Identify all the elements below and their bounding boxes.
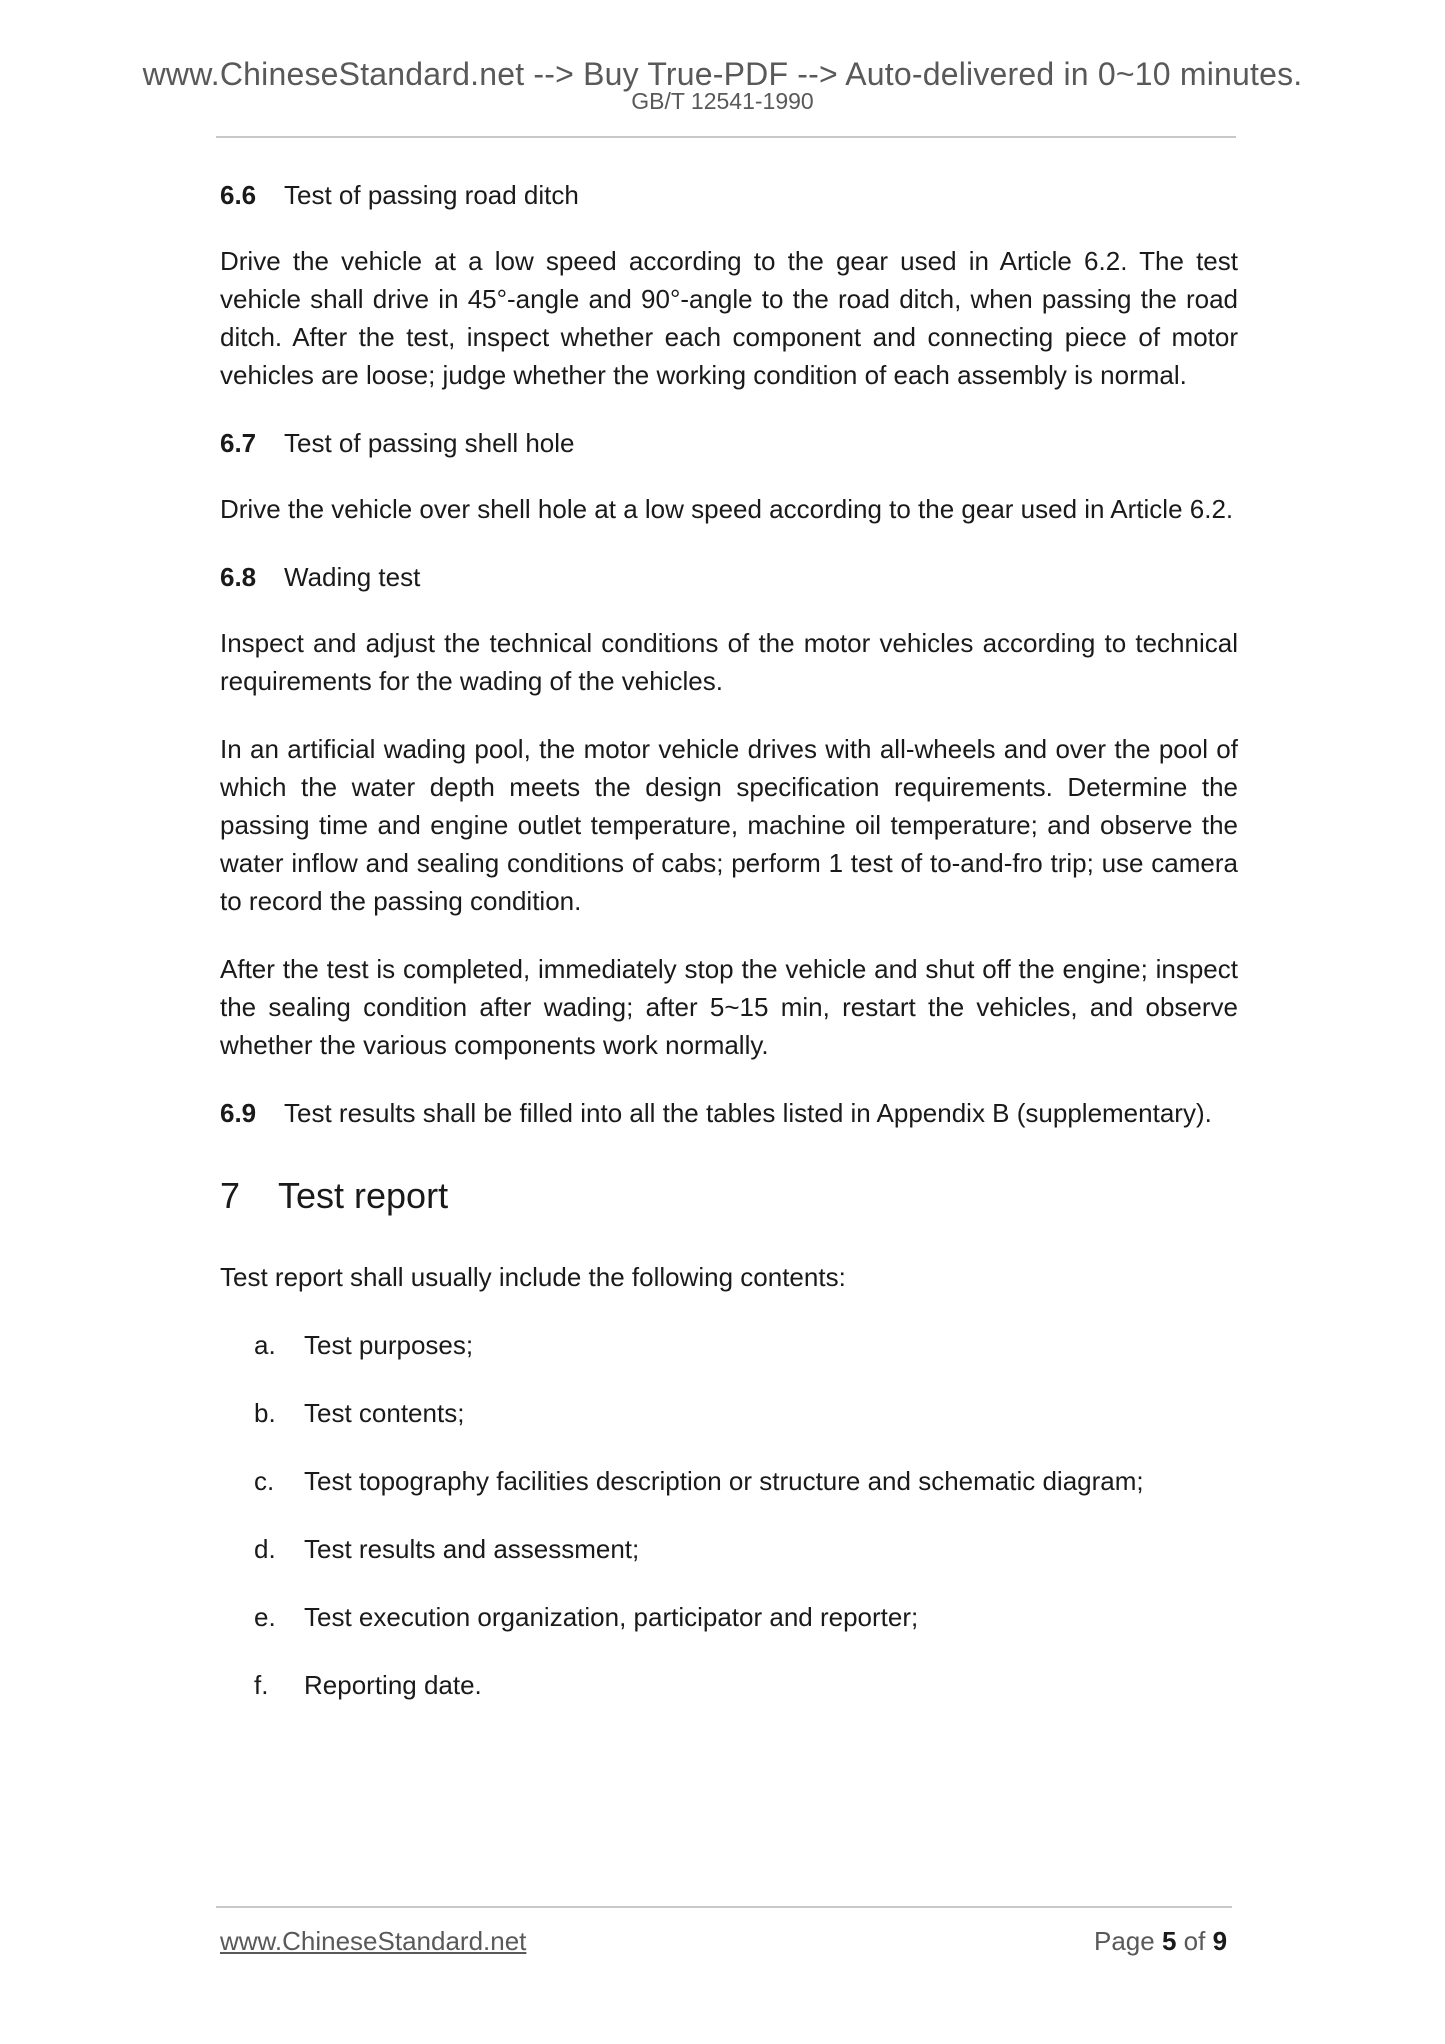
list-item (220, 1530, 1238, 1568)
header-divider (216, 136, 1236, 138)
footer-divider (216, 1906, 1232, 1908)
page-prefix: Page (1094, 1926, 1162, 1956)
section-6-8-paragraph-1: Inspect and adjust the technical conditions of the motor vehicles according to technical requirements for the wading of the vehicles. (220, 628, 1238, 696)
section-title: Test of passing shell hole (284, 428, 575, 458)
section-6-6-paragraph: Drive the vehicle at a low speed according to the gear used in Article 6.2. The test vehicle shall drive in 45°-angle and 90°-angle to the road ditch, when passing the road ditch. After the test, inspect whether each component and connecting piece of motor vehicles are loose; judge whether the working condition of each assembly is normal. (220, 246, 1238, 390)
section-title: Wading test (284, 562, 421, 592)
section-title: Test of passing road ditch (284, 180, 579, 210)
section-6-8-heading (220, 558, 1238, 596)
chapter-7-heading (220, 1174, 1238, 1218)
page-current: 5 (1161, 1926, 1177, 1956)
list-item-label: f. (254, 1670, 269, 1700)
list-item (220, 1598, 1238, 1636)
footer-site-link[interactable]: www.ChineseStandard.net (220, 1926, 527, 1956)
section-text: Test results shall be filled into all the tables listed in Appendix B (supplementary). (284, 1098, 1212, 1128)
section-number: 6.7 (220, 428, 257, 458)
section-number: 6.9 (220, 1098, 257, 1128)
list-item-text: Test contents; (304, 1398, 465, 1428)
list-item-label: a. (254, 1330, 276, 1360)
top-banner[interactable]: www.ChineseStandard.net --> Buy True-PDF --> Auto-delivered in 0~10 minutes. (142, 56, 1303, 92)
list-item-label: e. (254, 1602, 276, 1632)
list-item-label: c. (254, 1466, 275, 1496)
list-item-text: Test topography facilities description or structure and schematic diagram; (304, 1466, 1144, 1496)
document-body (220, 176, 1238, 1734)
chapter-number: 7 (220, 1175, 241, 1216)
report-contents-list (220, 1326, 1238, 1704)
list-item-label: d. (254, 1534, 276, 1564)
list-item-text: Test results and assessment; (304, 1534, 640, 1564)
section-6-8-paragraph-2: In an artificial wading pool, the motor vehicle drives with all-wheels and over the pool of which the water depth meets the design specification requirements. Determine the passing time and engine outlet temperature, machine oil temperature; and observe the water inflow and sealing conditions of cabs; perform 1 test of to-and-fro trip; use camera to record the passing condition. (220, 734, 1238, 916)
section-6-6-heading (220, 176, 1238, 214)
section-6-8-paragraph-3: After the test is completed, immediately stop the vehicle and shut off the engine; inspect the sealing condition after wading; after 5~15 min, restart the vehicles, and observe whether the various components work normally. (220, 954, 1238, 1060)
list-item (220, 1462, 1238, 1500)
chapter-7-intro: Test report shall usually include the following contents: (220, 1262, 846, 1292)
list-item-text: Reporting date. (304, 1670, 482, 1700)
list-item (220, 1394, 1238, 1432)
section-number: 6.8 (220, 562, 257, 592)
page-total: 9 (1212, 1926, 1228, 1956)
list-item (220, 1666, 1238, 1704)
section-6-7-heading (220, 424, 1238, 462)
chapter-title: Test report (278, 1175, 449, 1216)
page-indicator (1094, 1926, 1227, 1957)
list-item-text: Test execution organization, participator and reporter; (304, 1602, 919, 1632)
list-item-text: Test purposes; (304, 1330, 474, 1360)
section-6-7-paragraph: Drive the vehicle over shell hole at a low speed according to the gear used in Article 6.2. (220, 494, 1234, 524)
list-item (220, 1326, 1238, 1364)
section-number: 6.6 (220, 180, 257, 210)
section-6-9 (220, 1094, 1238, 1132)
standard-code: GB/T 12541-1990 (631, 88, 814, 114)
list-item-label: b. (254, 1398, 276, 1428)
page-separator: of (1176, 1926, 1213, 1956)
